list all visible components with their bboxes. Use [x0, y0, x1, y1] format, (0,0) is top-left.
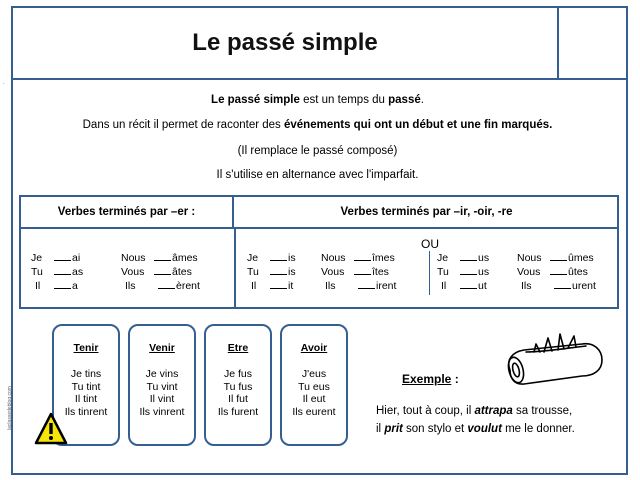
verb-forms: Je tins Tu tint Il tint Ils tinrent: [64, 368, 108, 418]
conj-row: Ils urent: [521, 280, 596, 292]
pencil-case-icon: [498, 330, 610, 392]
conj-row: Vous âtes: [121, 266, 192, 278]
verb-card-etre: [204, 324, 272, 446]
conj-row: Je us: [437, 252, 490, 264]
side-credit: [5, 360, 15, 460]
intro-text: est un temps du: [299, 94, 389, 106]
title-cell: [13, 8, 559, 78]
example-verb: attrapa: [474, 405, 513, 417]
example-verb: prit: [384, 423, 403, 435]
intro-bold-passe: passé: [388, 94, 421, 106]
intro-period: .: [420, 94, 424, 106]
conj-row: Nous ûmes: [517, 252, 594, 264]
example-sentence: Hier, tout à coup, il attrapa sa trousse, il prit son stylo et voulut me le donner.: [376, 405, 575, 435]
intro-line-1: [11, 93, 624, 107]
example-label: Exemple :: [402, 372, 459, 386]
conj-row: Je is: [247, 252, 296, 264]
header-er-verbs: Verbes terminés par –er :: [21, 197, 234, 227]
intro-bold-term: Le passé simple: [211, 94, 300, 106]
verb-card-venir: [128, 324, 196, 446]
intro-bold-events: événements qui ont un début et une fin marqués.: [283, 119, 553, 131]
ou-divider: [429, 251, 430, 295]
warning-icon: [34, 412, 68, 446]
conj-row: Il a: [35, 280, 78, 292]
conj-row: Ils èrent: [125, 280, 200, 292]
is-plural: [321, 251, 396, 293]
conj-row: Tu is: [247, 266, 296, 278]
bullet-dot: .: [3, 80, 5, 86]
conj-row: Vous ûtes: [517, 266, 588, 278]
is-singular: [247, 251, 296, 293]
verb-name: Etre: [227, 342, 249, 354]
verb-forms: Je fus Tu fus Il fut Ils furent: [217, 368, 259, 418]
er-singular: [31, 251, 83, 293]
verb-name: Avoir: [300, 342, 328, 354]
conj-row: Tu as: [31, 266, 84, 278]
title-row: [13, 8, 626, 80]
column-divider: [234, 229, 236, 307]
header-ir-oir-re-verbs: Verbes terminés par –ir, -oir, -re: [340, 206, 513, 218]
ou-label: OU: [421, 237, 439, 251]
conj-row: Nous âmes: [121, 252, 198, 264]
page-title: Le passé simple: [192, 29, 378, 56]
intro-line-3: (Il remplace le passé composé): [237, 145, 398, 157]
conj-row: Je ai: [31, 252, 81, 264]
conj-row: Tu us: [437, 266, 490, 278]
verb-name: Tenir: [73, 342, 99, 354]
er-plural: [121, 251, 200, 293]
example-verb: voulut: [467, 423, 502, 435]
verb-card-avoir: [280, 324, 348, 446]
conjugation-table: [19, 195, 619, 309]
conjugation-header-row: [21, 197, 617, 229]
verb-forms: J'eus Tu eus Il eut Ils eurent: [292, 368, 336, 418]
conj-row: Il it: [251, 280, 294, 292]
verb-name: Venir: [149, 342, 175, 354]
title-side-cell: [561, 8, 626, 78]
us-singular: [437, 251, 489, 293]
conj-row: Il ut: [441, 280, 487, 292]
conj-row: Nous îmes: [321, 252, 395, 264]
verb-forms: Je vins Tu vint Il vint Ils vinrent: [139, 368, 185, 418]
conj-row: Ils irent: [325, 280, 397, 292]
intro-text: Dans un récit il permet de raconter des: [82, 119, 284, 131]
intro-line-4: Il s'utilise en alternance avec l'imparfait.: [216, 169, 419, 181]
intro-line-2: [11, 118, 624, 132]
us-plural: [517, 251, 596, 293]
credit-text: laclassedeblog.com: [7, 386, 13, 430]
conj-row: Vous îtes: [321, 266, 389, 278]
